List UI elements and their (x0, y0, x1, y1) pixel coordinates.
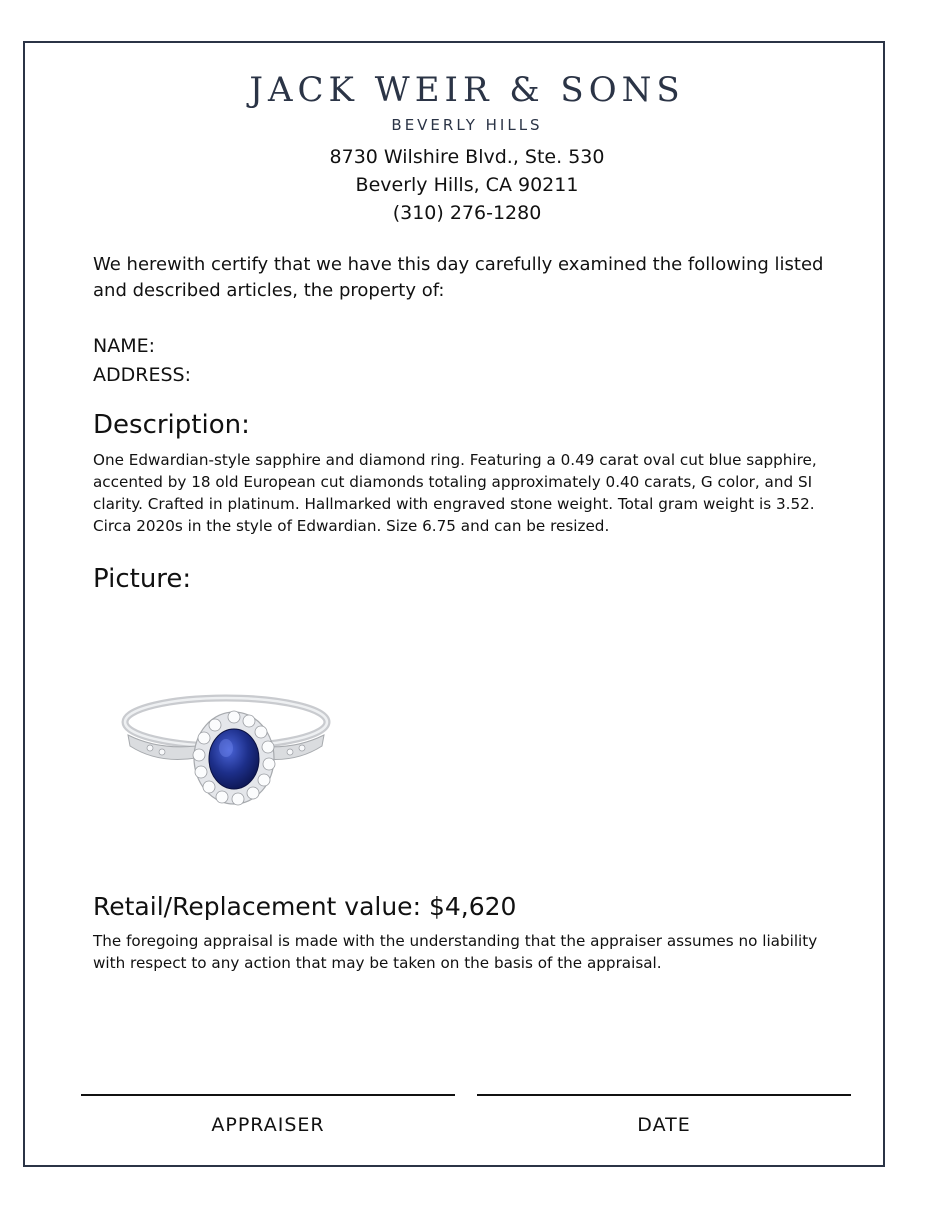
address-line-1: 8730 Wilshire Blvd., Ste. 530 (329, 146, 605, 168)
address-line-2: Beverly Hills, CA 90211 (355, 174, 579, 196)
retail-replacement-value: Retail/Replacement value: $4,620 (93, 892, 517, 921)
certification-statement: We herewith certify that we have this day carefully examined the following listed and described articles, the property of: (93, 254, 824, 301)
date-label: DATE (637, 1114, 691, 1136)
brand-name: JACK WEIR & SONS (249, 70, 685, 110)
date-signature-line (477, 1094, 851, 1096)
brand-location: BEVERLY HILLS (391, 116, 543, 134)
ring-icon (118, 680, 338, 820)
appraiser-label: APPRAISER (211, 1114, 325, 1136)
appraiser-signature-line (81, 1094, 455, 1096)
phone-number: (310) 276-1280 (392, 202, 542, 224)
appraisal-disclaimer: The foregoing appraisal is made with the understanding that the appraiser assumes no liability with respect to any action that may be taken on the basis of the appraisal. (93, 932, 818, 972)
description-text: One Edwardian-style sapphire and diamond ring. Featuring a 0.49 carat oval cut blue sapphire, accented by 18 old European cut diamonds totaling approximately 0.40 carats, G color, and SI clarity. Crafted in platinum. Hallmarked with engraved stone weight. Total gram weight is 3.52. Circa 2020s in the style of Edwardian. Size 6.75 and can be resized. (93, 451, 817, 535)
address-label: ADDRESS: (93, 364, 191, 386)
description-heading: Description: (93, 410, 250, 440)
picture-heading: Picture: (93, 564, 192, 594)
name-label: NAME: (93, 335, 156, 357)
